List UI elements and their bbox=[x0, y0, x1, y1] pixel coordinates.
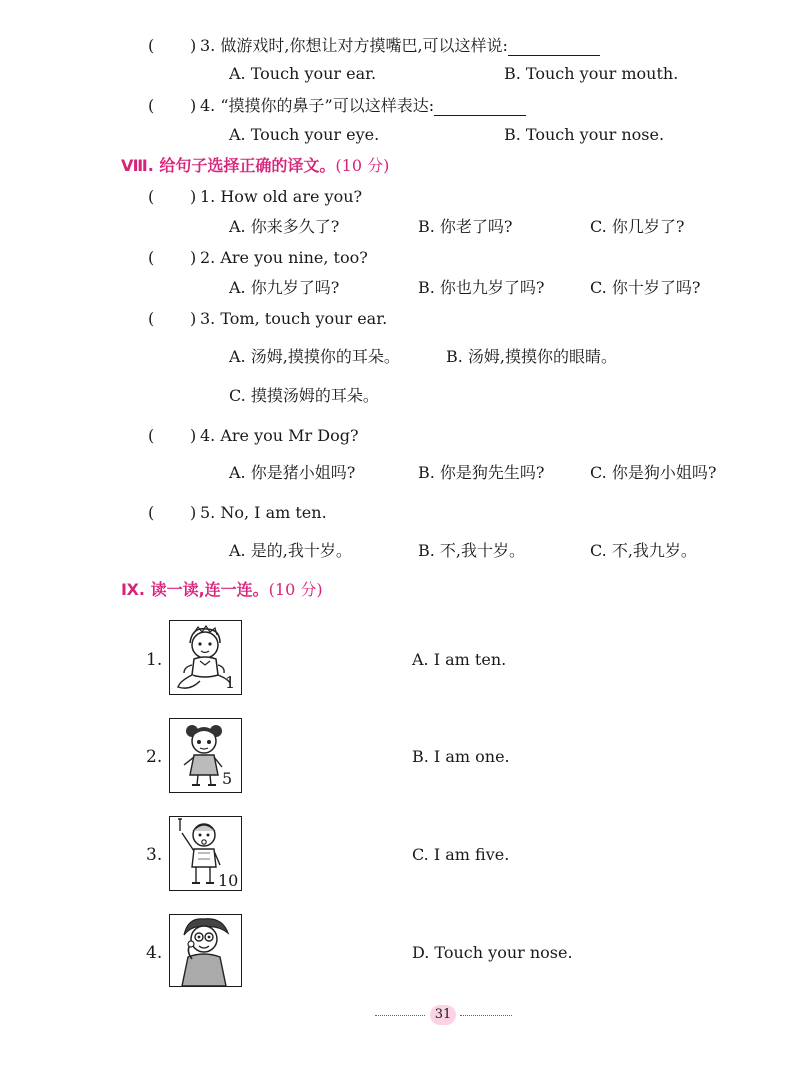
section-title bbox=[121, 156, 389, 176]
picture-girl-box[interactable] bbox=[169, 718, 242, 793]
answer-paren-open: ( bbox=[148, 96, 155, 115]
question-text: 4. “摸摸你的鼻子”可以这样表达: bbox=[200, 96, 435, 115]
picture-baby-box[interactable] bbox=[169, 620, 242, 695]
question-stem: 2. Are you nine, too? bbox=[200, 248, 368, 267]
answer-paren-close: ) bbox=[190, 426, 197, 445]
option-b: B. 你是狗先生吗? bbox=[418, 463, 545, 482]
answer-paren-open: ( bbox=[148, 503, 155, 522]
section-title bbox=[121, 580, 323, 600]
answer-paren-open: ( bbox=[148, 309, 155, 328]
answer-paren-open: ( bbox=[148, 36, 155, 55]
answer-paren-open: ( bbox=[148, 187, 155, 206]
section-points: (10 分) bbox=[268, 580, 323, 599]
answer-paren-close: ) bbox=[190, 36, 197, 55]
clown-illustration bbox=[170, 915, 241, 986]
age-label: 5 bbox=[222, 769, 233, 788]
question-stem: 1. How old are you? bbox=[200, 187, 363, 206]
option-c: C. 你几岁了? bbox=[590, 217, 685, 236]
footer-divider-left bbox=[375, 1015, 425, 1016]
age-label: 10 bbox=[218, 871, 239, 890]
match-option[interactable]: B. I am one. bbox=[412, 747, 510, 766]
item-number: 1. bbox=[146, 650, 163, 670]
option-c: C. 摸摸汤姆的耳朵。 bbox=[229, 386, 379, 405]
footer-divider-right bbox=[460, 1015, 512, 1016]
option-b: B. 汤姆,摸摸你的眼睛。 bbox=[446, 347, 618, 366]
answer-paren-close: ) bbox=[190, 503, 197, 522]
answer-paren-close: ) bbox=[190, 309, 197, 328]
option-a: A. Touch your eye. bbox=[229, 125, 380, 144]
option-a: A. Touch your ear. bbox=[229, 64, 377, 83]
option-b: B. Touch your mouth. bbox=[504, 64, 679, 83]
answer-paren-close: ) bbox=[190, 248, 197, 267]
option-a: A. 你九岁了吗? bbox=[229, 278, 340, 297]
option-b: B. 不,我十岁。 bbox=[418, 541, 526, 560]
answer-paren-close: ) bbox=[190, 96, 197, 115]
option-a: A. 是的,我十岁。 bbox=[229, 541, 352, 560]
answer-paren-open: ( bbox=[148, 248, 155, 267]
option-c: C. 你是狗小姐吗? bbox=[590, 463, 717, 482]
option-c: C. 你十岁了吗? bbox=[590, 278, 701, 297]
option-a: A. 你是猪小姐吗? bbox=[229, 463, 356, 482]
question-stem: 5. No, I am ten. bbox=[200, 503, 327, 522]
question-stem bbox=[200, 96, 526, 116]
page-number: 31 bbox=[430, 1005, 456, 1025]
answer-paren-close: ) bbox=[190, 187, 197, 206]
question-stem: 4. Are you Mr Dog? bbox=[200, 426, 359, 445]
age-label: 1 bbox=[225, 673, 236, 692]
option-b: B. Touch your nose. bbox=[504, 125, 665, 144]
question-text: 3. 做游戏时,你想让对方摸嘴巴,可以这样说: bbox=[200, 36, 508, 55]
answer-paren-open: ( bbox=[148, 426, 155, 445]
question-stem bbox=[200, 36, 600, 56]
option-b: B. 你老了吗? bbox=[418, 217, 513, 236]
section-title-text: Ⅸ. 读一读,连一连。 bbox=[121, 580, 269, 599]
picture-clown-box[interactable] bbox=[169, 914, 242, 987]
option-b: B. 你也九岁了吗? bbox=[418, 278, 545, 297]
match-option[interactable]: D. Touch your nose. bbox=[412, 943, 573, 962]
answer-blank[interactable] bbox=[434, 99, 526, 116]
section-title-text: Ⅷ. 给句子选择正确的译文。 bbox=[121, 156, 336, 175]
match-option[interactable]: A. I am ten. bbox=[412, 650, 507, 669]
option-a: A. 你来多久了? bbox=[229, 217, 340, 236]
item-number: 2. bbox=[146, 747, 163, 767]
item-number: 4. bbox=[146, 943, 163, 963]
answer-blank[interactable] bbox=[508, 39, 600, 56]
option-c: C. 不,我九岁。 bbox=[590, 541, 697, 560]
question-stem: 3. Tom, touch your ear. bbox=[200, 309, 388, 328]
item-number: 3. bbox=[146, 845, 163, 865]
section-points: (10 分) bbox=[335, 156, 390, 175]
picture-boy-box[interactable] bbox=[169, 816, 242, 891]
match-option[interactable]: C. I am five. bbox=[412, 845, 510, 864]
option-a: A. 汤姆,摸摸你的耳朵。 bbox=[229, 347, 400, 366]
